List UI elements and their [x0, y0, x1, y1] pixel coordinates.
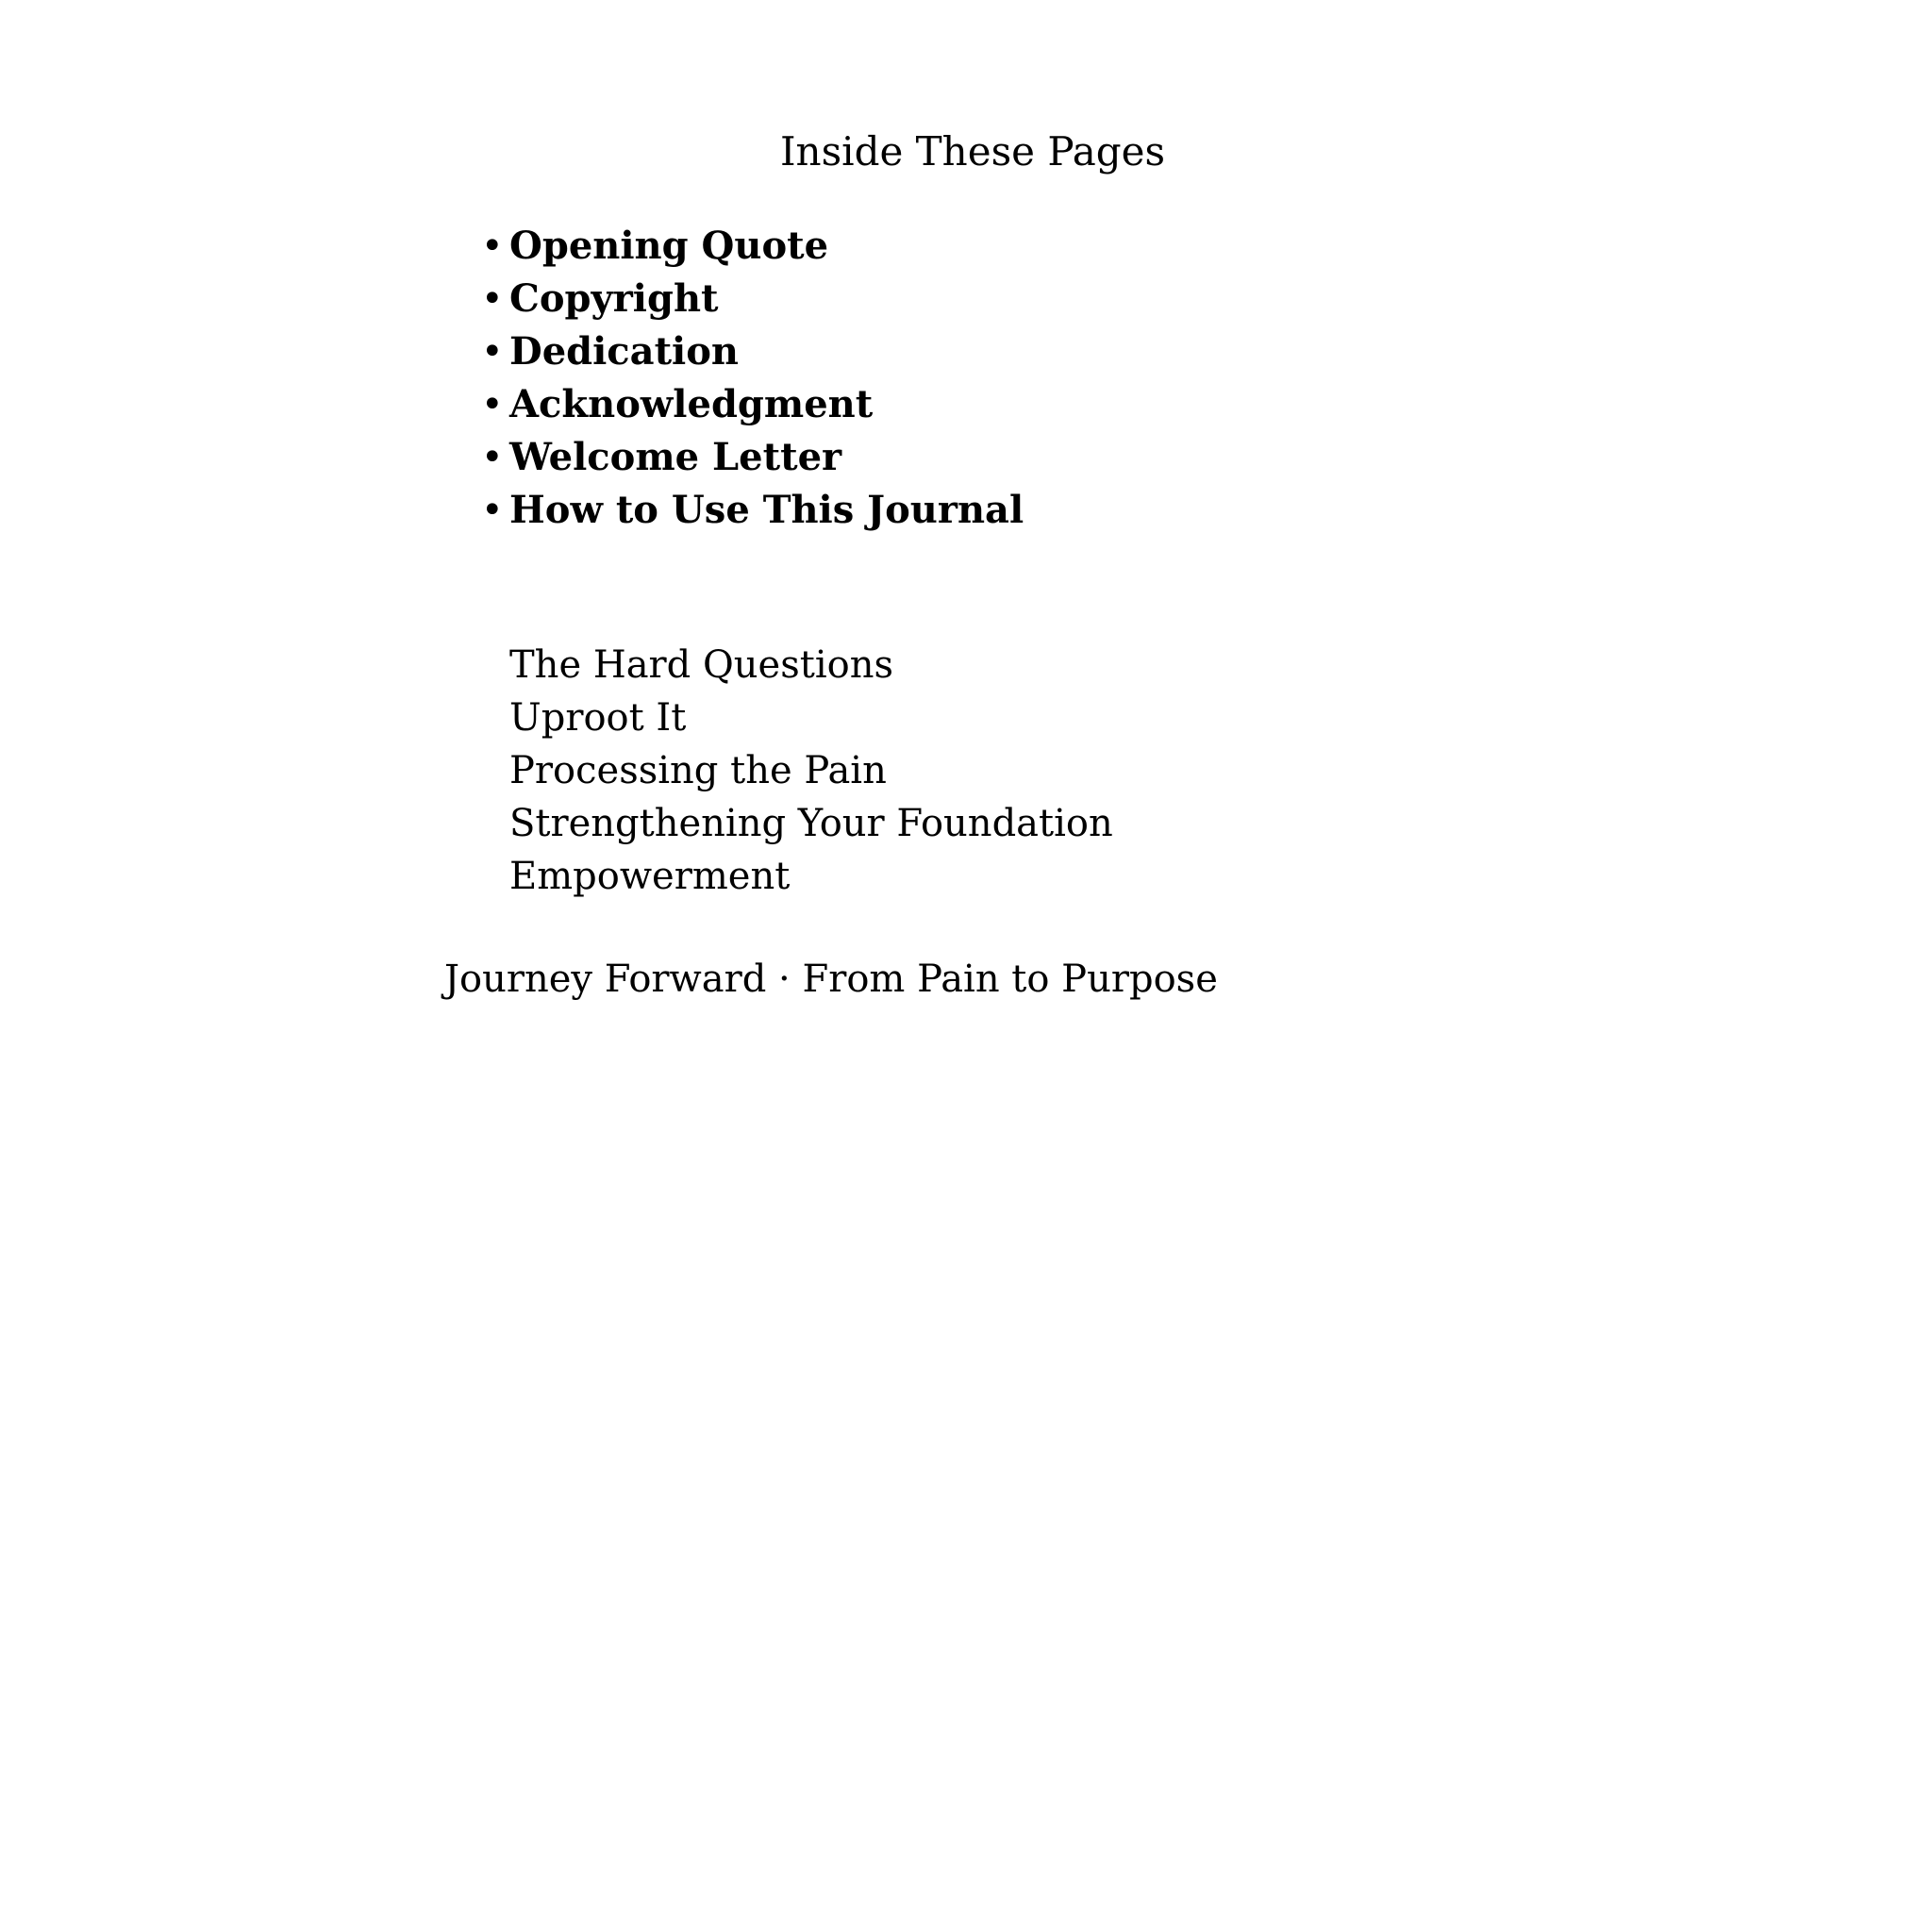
page-title: Inside These Pages — [779, 128, 1166, 175]
bullet-icon: • — [481, 277, 504, 321]
list-item-label: Opening Quote — [509, 224, 829, 268]
bullet-icon: • — [481, 330, 504, 374]
section-item-empowerment[interactable]: Empowerment — [509, 855, 791, 898]
list-item-welcome-letter[interactable] — [481, 431, 1024, 484]
section-item-hard-questions[interactable]: The Hard Questions — [509, 643, 893, 687]
footer-text: Journey Forward · From Pain to Purpose — [444, 958, 1218, 1001]
list-item-acknowledgment[interactable] — [481, 378, 1024, 431]
list-item-label: How to Use This Journal — [509, 488, 1024, 532]
bullet-icon: • — [481, 383, 504, 426]
section-list — [509, 639, 1113, 903]
list-item-label: Dedication — [509, 329, 740, 374]
list-item-copyright[interactable] — [481, 273, 1024, 325]
list-item-opening-quote[interactable] — [481, 220, 1024, 273]
list-item-label: Acknowledgment — [509, 382, 874, 426]
list-item-how-to-use[interactable] — [481, 484, 1024, 537]
bullet-icon: • — [481, 489, 504, 532]
bullet-icon: • — [481, 225, 504, 268]
list-item-dedication[interactable] — [481, 325, 1024, 378]
section-item-processing-pain[interactable]: Processing the Pain — [509, 749, 887, 792]
front-matter-list — [481, 220, 1024, 537]
section-item-uproot-it[interactable]: Uproot It — [509, 696, 687, 740]
list-item-label: Welcome Letter — [509, 435, 842, 479]
list-item-label: Copyright — [509, 276, 719, 321]
bullet-icon: • — [481, 436, 504, 479]
section-item-strengthening-foundation[interactable]: Strengthening Your Foundation — [509, 802, 1113, 845]
